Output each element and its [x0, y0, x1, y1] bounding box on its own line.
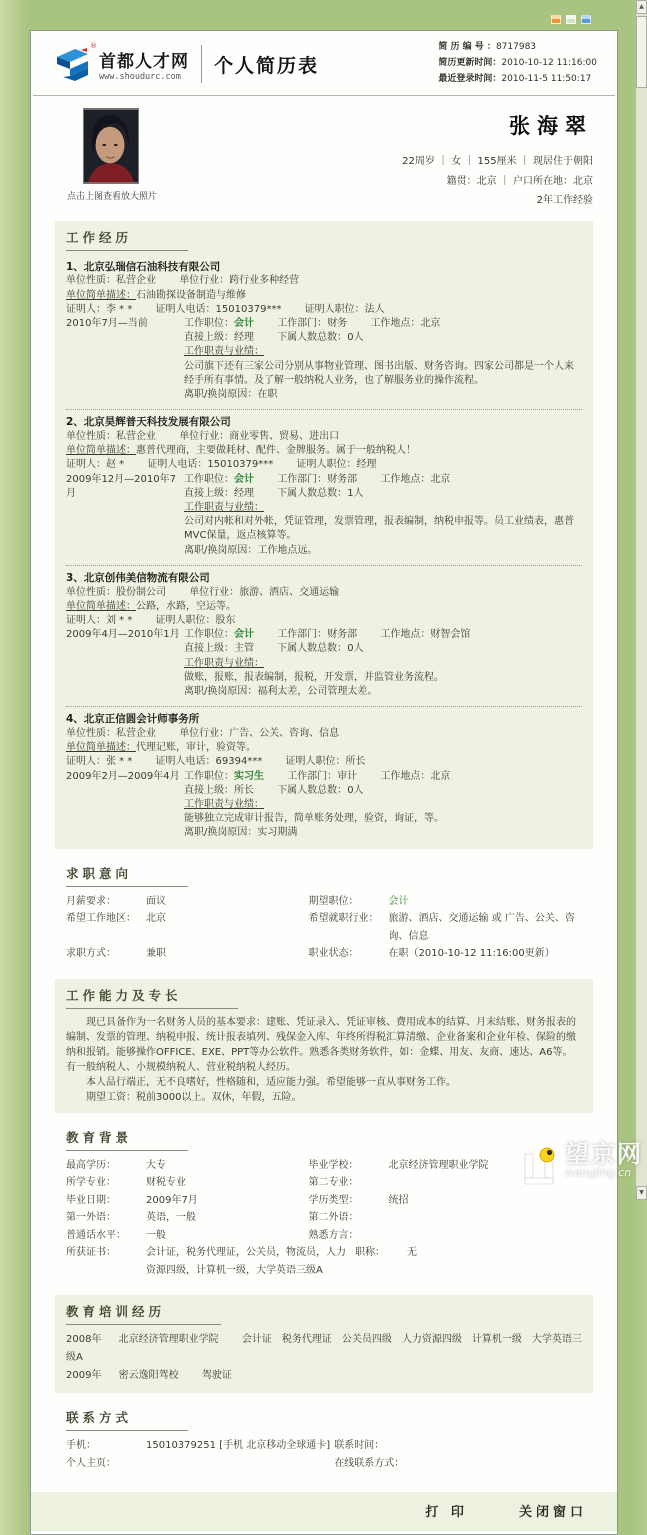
field-label: 下属人数总数：	[277, 487, 348, 499]
page-title: 个人简历表	[214, 54, 320, 77]
field-value: 无	[406, 1247, 417, 1258]
meta-value: 2010-10-12 11:16:00	[501, 58, 597, 69]
field-label: 工作地点：	[370, 317, 421, 329]
resume-meta	[438, 40, 597, 87]
field-value: 1人	[347, 487, 364, 499]
company-attrs-line	[66, 727, 582, 741]
education-row	[66, 1192, 582, 1210]
field-label: 求职方式：	[66, 948, 116, 959]
job-detail	[184, 317, 582, 402]
field-value: 财智会馆	[430, 629, 471, 641]
watermark-name: 望京网	[565, 1140, 643, 1168]
field-value: 代理记账，审计，验资等。	[136, 742, 256, 754]
field-value: 一般	[146, 1229, 166, 1241]
field-label: 直接上级：	[184, 784, 234, 796]
field-value: 实习期满	[257, 827, 298, 839]
company-attrs-line	[66, 430, 582, 444]
field-value: 0人	[347, 643, 364, 655]
section-job-intention	[55, 857, 593, 971]
field-value	[389, 1227, 582, 1245]
deco-square-orange	[551, 15, 561, 24]
referee-line	[66, 458, 582, 472]
field-value: 审计	[337, 770, 358, 782]
field-label: 离职/换岗原因：	[184, 827, 258, 839]
training-row	[66, 1331, 582, 1367]
field-value: 北京	[420, 317, 441, 329]
field-label: 第一外语：	[66, 1212, 116, 1223]
field-value: 工作地点远。	[257, 544, 318, 556]
resume-meta-line	[438, 72, 597, 88]
duties-label: 工作职责与业绩：	[184, 501, 264, 513]
education-row	[66, 1209, 582, 1227]
contact-row	[66, 1455, 582, 1473]
field-label: 下属人数总数：	[277, 332, 348, 344]
job-position-line	[184, 473, 582, 487]
profile-photo[interactable]	[83, 108, 139, 184]
field-label: 工作部门：	[277, 629, 328, 641]
scrollbar-up-arrow-icon[interactable]: ▲	[636, 0, 647, 14]
field-value: 股份制公司	[116, 586, 166, 598]
field-value: 北京	[430, 770, 451, 782]
meta-label: 简历更新时间：	[438, 58, 502, 69]
job-period: 2009年12月—2010年7月	[66, 473, 176, 499]
field-label: 联系时间：	[334, 1440, 385, 1451]
photo-caption: 点击上图查看放大照片	[67, 192, 158, 202]
job-period: 2010年7月—当前	[66, 317, 148, 329]
work-separator	[66, 706, 582, 707]
field-label: 希望就职行业：	[308, 913, 379, 924]
referee-line	[66, 303, 582, 317]
registered-mark: ®	[90, 42, 97, 50]
company-name: 1、北京弘瑞信石油科技有限公司	[66, 260, 221, 273]
field-label: 在线联系方式：	[334, 1457, 405, 1469]
training-org: 北京经济管理职业学院	[118, 1334, 219, 1345]
scrollbar-down-arrow-icon[interactable]: ▼	[636, 1186, 647, 1200]
field-value: 私营企业	[116, 275, 156, 287]
section-title-intention: 求职意向	[66, 862, 188, 887]
field-label: 单位性质：	[66, 728, 116, 739]
field-value	[414, 1455, 582, 1473]
field-label: 工作地点：	[380, 770, 431, 782]
field-value: 15010379***	[207, 459, 274, 471]
resume-meta-line	[438, 56, 597, 72]
wangjing-watermark	[517, 1142, 643, 1192]
duties-text: 能够独立完成审计报告，简单账务处理，验资，询证，等。	[184, 813, 444, 825]
job-block	[66, 473, 582, 558]
company-name: 4、北京正信圆会计师事务所	[66, 713, 200, 726]
company-name: 3、北京创伟美信物流有限公司	[66, 571, 210, 584]
field-label: 毕业日期：	[66, 1194, 116, 1206]
shoudurc-logo-icon	[53, 42, 97, 84]
field-label: 下属人数总数：	[277, 643, 348, 655]
field-label: 所获证书：	[66, 1247, 116, 1258]
company-desc-line	[66, 289, 582, 303]
field-value: 兼职	[146, 948, 166, 959]
field-label: 工作职位：	[184, 770, 234, 782]
field-label: 毕业学校：	[308, 1159, 359, 1171]
field-value: 石油勘探设备制造与维修	[136, 289, 246, 301]
skills-paragraph: 本人品行端正，无不良嗜好，性格随和，适应能力强。希望能够一直从事财务工作。	[86, 1076, 456, 1088]
field-value: 公路，水路，空运等。	[136, 600, 236, 612]
watermark-domain: wangjing.cn	[565, 1166, 632, 1179]
header-divider	[201, 45, 202, 83]
field-label: 单位简单描述：	[66, 600, 136, 612]
training-year: 2008年	[66, 1334, 102, 1345]
duties-label: 工作职责与业绩：	[184, 657, 264, 669]
field-label: 直接上级：	[184, 643, 234, 655]
close-window-button[interactable]: 关闭窗口	[518, 1505, 587, 1520]
skills-paragraph: 期望工资：税前3000以上。双休，年假，五险。	[86, 1091, 302, 1103]
field-value: 主管	[234, 643, 254, 655]
field-label: 熟悉方言：	[308, 1229, 359, 1241]
field-label: 工作部门：	[287, 770, 338, 782]
resume-meta-line	[438, 40, 597, 56]
section-skills	[55, 979, 593, 1113]
section-title-education: 教育背景	[66, 1126, 188, 1151]
field-value: 会计	[388, 895, 409, 907]
field-label: 单位行业：	[179, 431, 230, 442]
card-header	[31, 31, 617, 93]
field-value: 经理	[234, 332, 254, 344]
training-certs: 会计证 税务代理证 公关员四级 人力资源四级 计算机一级 大学英语三级A	[66, 1334, 582, 1363]
field-value: 0人	[347, 332, 364, 344]
intention-row	[66, 910, 582, 945]
field-label: 证明人职位：	[285, 756, 346, 768]
field-value: 跨行业多种经营	[229, 275, 300, 287]
leave-line	[184, 685, 582, 699]
education-row	[66, 1244, 582, 1279]
field-value: 惠普代理商，主要做耗材、配件、金牌服务。属于一般纳税人！	[136, 445, 416, 457]
field-label: 职业状态：	[308, 948, 359, 959]
job-block	[66, 317, 582, 402]
field-value: 福利太差，公司管理太差。	[257, 685, 378, 697]
field-value: 股东	[215, 614, 236, 626]
meta-label: 简 历 编 号 ：	[438, 42, 496, 53]
field-value: 商业零售、贸易、进出口	[229, 431, 340, 442]
deco-square-blue	[581, 15, 591, 24]
field-label: 月薪要求：	[66, 895, 116, 907]
field-label: 工作部门：	[277, 317, 328, 329]
field-label: 证明人：	[66, 756, 106, 768]
field-label: 职称：	[354, 1247, 385, 1258]
field-value: 大专	[146, 1159, 166, 1171]
field-value: 15010379251 [手机 北京移动全球通卡]	[146, 1440, 331, 1451]
brand-block	[99, 47, 189, 82]
field-label: 单位性质：	[66, 586, 116, 598]
job-block	[66, 628, 582, 699]
field-label: 手机：	[66, 1440, 96, 1451]
header-deco-squares	[551, 15, 591, 24]
field-label: 单位简单描述：	[66, 445, 136, 457]
field-value: 李 * *	[106, 303, 133, 315]
work-item-1	[66, 260, 582, 403]
job-position-line	[184, 317, 582, 331]
field-value: 旅游、酒店、交通运输	[239, 586, 340, 598]
field-label: 所学专业：	[66, 1177, 116, 1188]
field-value: 15010379***	[215, 303, 282, 315]
profile-header	[31, 96, 617, 213]
person-origin-info: 籍贯：北京 ｜ 户口所在地：北京	[446, 175, 593, 187]
training-row	[66, 1367, 582, 1385]
page-scrollbar[interactable]	[636, 0, 647, 1200]
field-label: 离职/换岗原因：	[184, 685, 258, 697]
field-value: 财务	[327, 317, 348, 329]
duties-text: 公司对内帐和对外帐，凭证管理，发票管理，报表编制，纳税申报等。员工业绩表，惠普MVC保量，返点核算等。	[184, 516, 574, 542]
referee-line	[66, 755, 582, 769]
field-value: 会计	[234, 317, 254, 329]
field-value: 广告、公关、咨询、信息	[229, 728, 340, 739]
watermark-text	[565, 1142, 643, 1179]
field-value: 财务部	[327, 473, 358, 485]
field-value: 财税专业	[146, 1177, 186, 1188]
field-label: 下属人数总数：	[277, 784, 348, 796]
field-label: 工作地点：	[380, 473, 431, 485]
job-period: 2009年4月—2010年1月	[66, 629, 180, 641]
field-label: 第二专业：	[308, 1177, 359, 1188]
referee-line	[66, 614, 582, 628]
work-item-4	[66, 712, 582, 840]
field-value: 经理	[356, 459, 377, 471]
job-supervisor-line	[184, 642, 582, 656]
company-desc-line	[66, 444, 582, 458]
field-value: 会计	[234, 629, 254, 641]
field-label: 证明人：	[66, 303, 106, 315]
field-label: 证明人：	[66, 459, 106, 471]
training-certs: 驾驶证	[201, 1370, 232, 1381]
training-year: 2009年	[66, 1370, 102, 1381]
field-label: 希望工作地区：	[66, 913, 136, 924]
field-label: 单位性质：	[66, 431, 116, 442]
field-label: 证明人电话：	[147, 459, 208, 471]
meta-value: 8717983	[495, 42, 537, 53]
section-title-skills: 工作能力及专长	[66, 984, 238, 1009]
field-value: 法人	[364, 303, 385, 315]
field-label: 证明人职位：	[155, 614, 216, 626]
job-period: 2009年2月—2009年4月	[66, 770, 180, 782]
section-training	[55, 1295, 593, 1393]
field-value: 会计	[234, 473, 254, 485]
field-label: 工作职位：	[184, 629, 234, 641]
field-label: 直接上级：	[184, 487, 234, 499]
field-label: 工作职位：	[184, 317, 234, 329]
duties-label: 工作职责与业绩：	[184, 798, 264, 810]
field-label: 证明人职位：	[296, 459, 357, 471]
company-attrs-line	[66, 586, 582, 600]
field-value: 所长	[345, 756, 366, 768]
field-label: 普通话水平：	[66, 1229, 126, 1241]
print-button[interactable]: 打 印	[425, 1505, 468, 1520]
job-supervisor-line	[184, 784, 582, 798]
job-supervisor-line	[184, 487, 582, 501]
education-row	[66, 1174, 582, 1192]
brand-name: 首都人才网	[99, 51, 189, 72]
field-value	[414, 1437, 582, 1455]
field-label: 证明人：	[66, 614, 106, 626]
section-title-work: 工作经历	[66, 226, 188, 251]
field-label: 证明人电话：	[155, 303, 216, 315]
footer-action-bar	[31, 1492, 617, 1531]
work-item-2	[66, 415, 582, 558]
field-label: 最高学历：	[66, 1159, 116, 1171]
intention-row	[66, 945, 582, 963]
photo-block	[67, 108, 158, 211]
field-label: 个人主页：	[66, 1457, 116, 1469]
job-position-line	[184, 628, 582, 642]
job-detail	[184, 770, 582, 841]
field-label: 单位行业：	[179, 728, 230, 739]
job-position-line	[184, 770, 582, 784]
scrollbar-thumb[interactable]	[636, 16, 647, 88]
deco-square-green	[566, 15, 576, 24]
leave-line	[184, 388, 582, 402]
work-separator	[66, 409, 582, 410]
field-value: 69394***	[215, 756, 263, 768]
job-block	[66, 770, 582, 841]
section-education	[55, 1121, 593, 1288]
field-value: 英语，一般	[146, 1212, 196, 1223]
leave-line	[184, 544, 582, 558]
field-value: 北京	[146, 913, 166, 924]
field-label: 直接上级：	[184, 332, 234, 344]
field-value: 北京经济管理职业学院	[388, 1159, 489, 1171]
field-label: 证明人职位：	[304, 303, 365, 315]
person-name: 张海翠	[509, 114, 593, 138]
job-detail	[184, 628, 582, 699]
section-work-experience	[55, 221, 593, 849]
field-value: 私营企业	[116, 728, 156, 739]
field-value: 面议	[146, 895, 166, 907]
duties-text: 做账，报账，报表编制，报税，开发票，并监管业务流程。	[184, 671, 444, 683]
field-value: 实习生	[234, 770, 264, 782]
duties-text: 公司旗下还有三家公司分别从事物业管理、图书出版、财务咨询。四家公司都是一个人来经手所有事情。及了解一般纳税人业务，也了解服务业的操作流程。	[184, 360, 574, 386]
work-separator	[66, 565, 582, 566]
work-item-3	[66, 571, 582, 699]
field-label: 工作职位：	[184, 473, 234, 485]
field-label: 工作地点：	[380, 629, 431, 641]
person-basic-info: 22周岁 ｜ 女 ｜ 155厘米 ｜ 现居住于朝阳	[402, 156, 593, 167]
brand-url: www.shoudurc.com	[99, 71, 181, 82]
field-value: 张 * *	[106, 756, 133, 768]
company-desc-line	[66, 600, 582, 614]
leave-line	[184, 826, 582, 840]
education-row	[66, 1227, 582, 1245]
contact-row	[66, 1437, 582, 1455]
field-value: 统招	[388, 1194, 409, 1206]
field-label: 单位简单描述：	[66, 742, 136, 754]
field-label: 工作部门：	[277, 473, 328, 485]
field-value	[389, 1209, 582, 1227]
field-label: 第二外语：	[308, 1212, 359, 1223]
section-title-contact: 联系方式	[66, 1406, 188, 1431]
field-label: 单位行业：	[179, 275, 230, 287]
field-value	[146, 1455, 334, 1473]
resume-card	[30, 30, 618, 1535]
education-row	[66, 1157, 582, 1175]
field-value: 北京	[430, 473, 451, 485]
field-label: 单位行业：	[189, 586, 240, 598]
field-value: 2009年7月	[146, 1194, 198, 1206]
company-name: 2、北京昊辉普天科技发展有限公司	[66, 416, 231, 429]
duties-label: 工作职责与业绩：	[184, 346, 264, 358]
field-label: 期望职位：	[308, 895, 359, 907]
field-value: 财务部	[327, 629, 358, 641]
profile-summary	[402, 108, 593, 211]
field-label: 离职/换岗原因：	[184, 388, 258, 400]
meta-value: 2010-11-5 11:50:17	[501, 73, 592, 84]
intention-row	[66, 893, 582, 911]
field-value: 会计证，税务代理证，公关员，物流员，人力资源四级，计算机一级，大学英语三级A	[146, 1247, 346, 1276]
field-value: 0人	[347, 784, 364, 796]
field-label: 学历类型：	[308, 1194, 359, 1206]
field-label: 单位性质：	[66, 275, 116, 287]
job-supervisor-line	[184, 331, 582, 345]
skills-paragraph: 现已具备作为一名财务人员的基本要求：建账、凭证录入、凭证审核、费用成本的结算、月末结账、财务报表的编制、发票的管理、纳税申报、统计报表填列、残保金入库、年终所得税汇算清缴、企业备案和企业年检、保险的缴纳和报销。能够操作OFFICE、EXE、PPT等办公软件。熟悉各类财务软件，如：金蝶、用友、友商、速达、A6等。有一般纳税人、小规模纳税人、营业税纳税人经历。	[66, 1016, 576, 1073]
company-desc-line	[66, 741, 582, 755]
field-label: 离职/换岗原因：	[184, 544, 258, 556]
field-value: 旅游、酒店、交通运输 或 广告、公关、咨询、信息	[388, 913, 575, 942]
field-value: 私营企业	[116, 431, 156, 442]
training-org: 密云逸阳驾校	[118, 1370, 179, 1381]
field-value: 赵 *	[106, 459, 125, 471]
field-value: 在职（2010-10-12 11:16:00更新）	[388, 948, 555, 959]
wangjing-logo-icon	[517, 1142, 563, 1192]
section-contact	[55, 1401, 593, 1480]
field-value: 刘 * *	[106, 614, 133, 626]
field-value: 在职	[257, 388, 278, 400]
company-attrs-line	[66, 274, 582, 288]
job-detail	[184, 473, 582, 558]
field-value: 经理	[234, 487, 254, 499]
field-label: 证明人电话：	[155, 756, 216, 768]
field-label: 单位简单描述：	[66, 289, 136, 301]
section-title-training: 教育培训经历	[66, 1300, 221, 1325]
meta-label: 最近登录时间：	[438, 73, 502, 84]
person-experience-info: 2年工作经验	[536, 195, 593, 206]
field-value: 所长	[234, 784, 254, 796]
